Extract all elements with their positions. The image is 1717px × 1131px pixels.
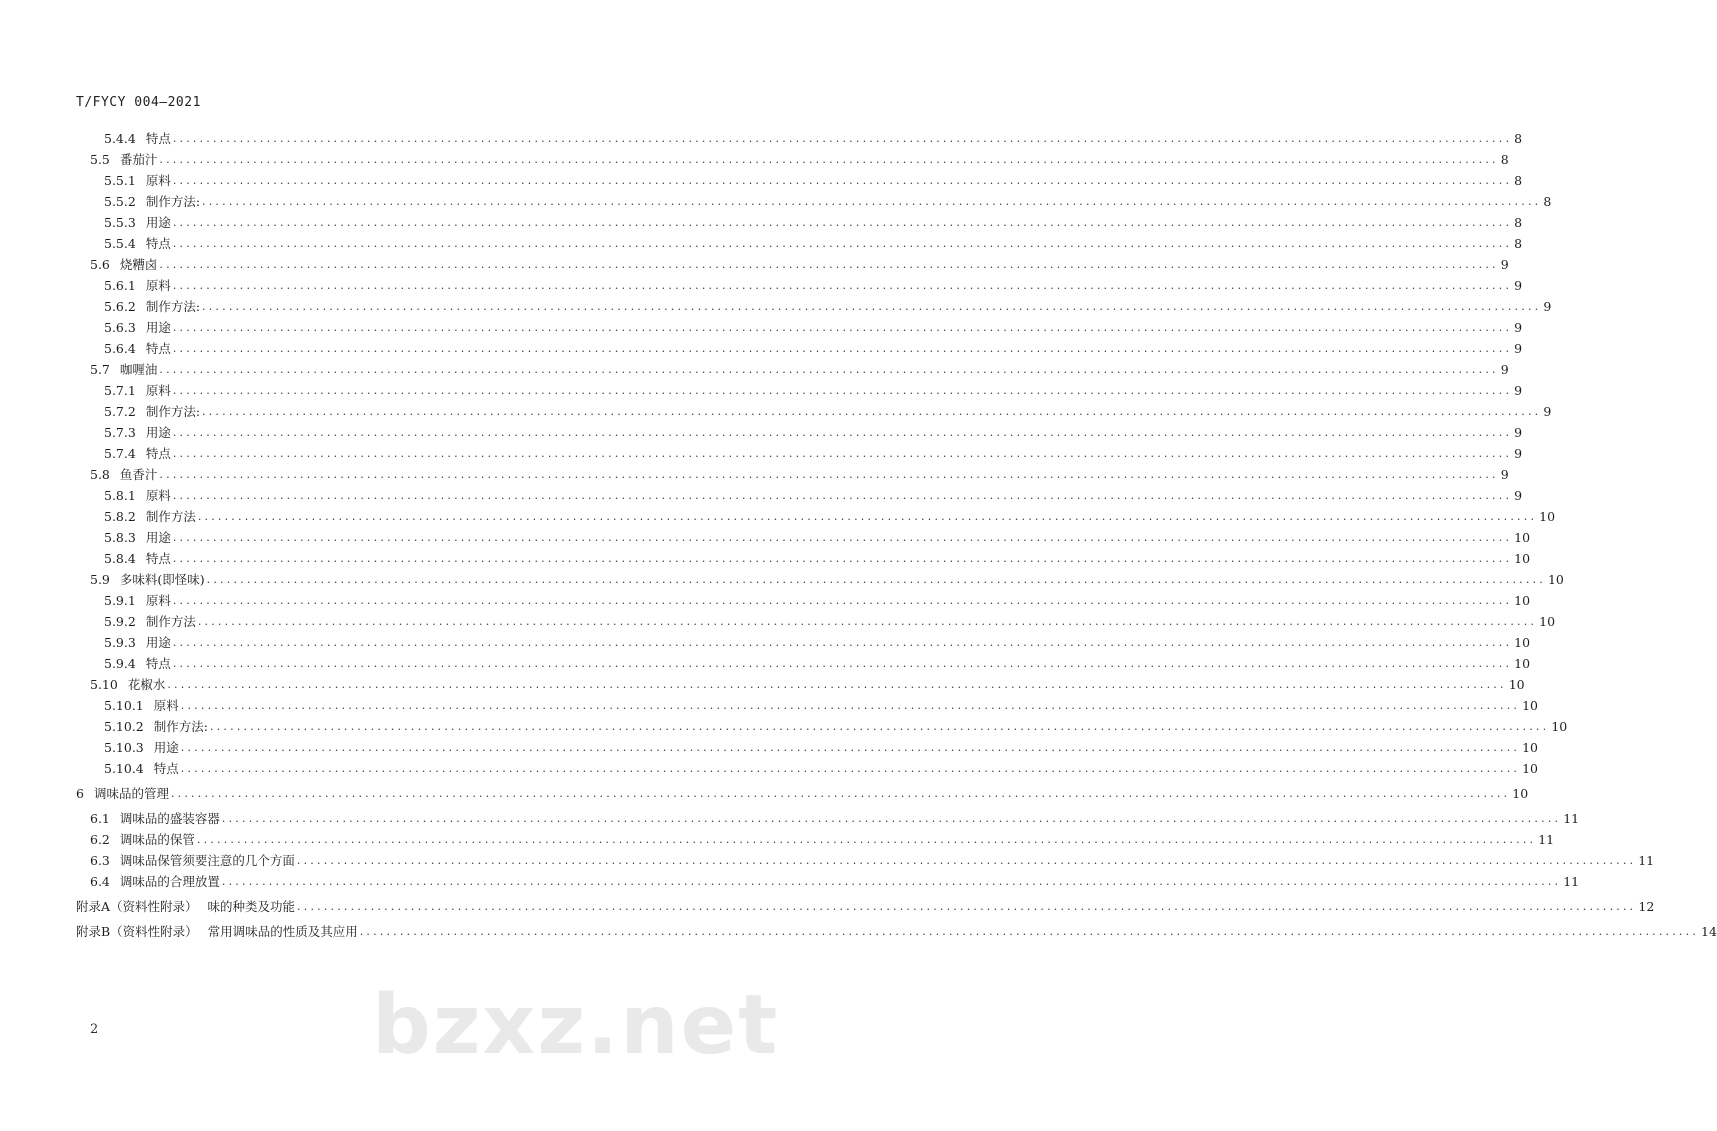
toc-leader-dots: ........................................................................................................................................................................................................ [172,426,1513,439]
toc-leader-dots: ........................................................................................................................................................................................................ [172,552,1513,565]
toc-entry-title: 用途 [153,740,179,755]
toc-entry-page: 8 [1514,173,1523,188]
toc-entry-page: 10 [1514,635,1531,650]
toc-entry-title: 用途 [145,530,171,545]
toc-entry[interactable] [90,464,1509,485]
toc-leader-dots: ........................................................................................................................................................................................................ [296,854,1637,867]
toc-entry-page: 10 [1522,740,1539,755]
toc-entry-page: 9 [1543,404,1552,419]
toc-entry-number: 5.8.4 [104,551,136,566]
toc-entry-number: 5.6.4 [104,341,136,356]
toc-entry-title: 特点 [145,236,171,251]
toc-entry-page: 10 [1512,786,1529,801]
toc-entry-number: 6.1 [90,811,110,826]
toc-entry-number: 5.7.1 [104,383,136,398]
toc-entry-page: 11 [1563,811,1580,826]
toc-entry-title: 制作方法: [145,299,201,314]
toc-leader-dots: ........................................................................................................................................................................................................ [197,510,1538,523]
toc-leader-dots: ........................................................................................................................................................................................................ [172,447,1513,460]
toc-entry[interactable] [104,191,1552,212]
toc-entry-number: 5.10 [90,677,118,692]
toc-entry-page: 10 [1547,572,1564,587]
toc-entry[interactable] [90,829,1555,850]
toc-entry-number: 5.5.4 [104,236,136,251]
toc-entry-number: 5.6.2 [104,299,136,314]
toc-entry-page: 9 [1514,425,1523,440]
toc-entry-title: 特点 [145,341,171,356]
toc-leader-dots: ........................................................................................................................................................................................................ [180,762,1521,775]
toc-entry[interactable] [104,695,1539,716]
toc-entry-page: 11 [1638,853,1655,868]
toc-entry-number: 6.2 [90,832,110,847]
toc-entry[interactable] [104,527,1531,548]
watermark: bzxz.net [372,978,780,1073]
toc-entry[interactable] [104,422,1523,443]
toc-leader-dots: ........................................................................................................................................................................................................ [172,237,1513,250]
toc-entry[interactable] [104,233,1523,254]
toc-entry-number: 附录A（资料性附录） [76,899,198,914]
toc-entry-number: 5.5 [90,152,110,167]
toc-entry-number: 5.9.2 [104,614,136,629]
toc-entry[interactable] [104,443,1523,464]
toc-entry-title: 调味品保管须要注意的几个方面 [119,853,295,868]
toc-leader-dots: ........................................................................................................................................................................................................ [172,279,1513,292]
toc-entry[interactable] [90,359,1509,380]
toc-entry-number: 5.7.4 [104,446,136,461]
toc-entry-title: 制作方法 [145,509,196,524]
toc-entry-title: 制作方法 [145,614,196,629]
toc-entry-title: 特点 [153,761,179,776]
toc-entry-page: 12 [1638,899,1655,914]
toc-entry[interactable] [90,569,1564,590]
toc-entry-page: 10 [1539,509,1556,524]
toc-entry-number: 5.10.3 [104,740,144,755]
toc-entry-page: 8 [1500,152,1509,167]
standard-code: T/FYCY 004—2021 [76,95,201,110]
toc-entry-number: 5.8.3 [104,530,136,545]
toc-entry-page: 10 [1514,530,1531,545]
toc-entry[interactable] [104,548,1531,569]
toc-leader-dots: ........................................................................................................................................................................................................ [170,787,1511,800]
toc-leader-dots: ........................................................................................................................................................................................................ [159,468,1499,481]
toc-entry[interactable] [76,783,1529,804]
toc-entry-page: 10 [1514,551,1531,566]
toc-entry-number: 5.10.1 [104,698,144,713]
toc-entry-page: 9 [1514,320,1523,335]
toc-entry-page: 9 [1543,299,1552,314]
toc-entry-number: 5.9.4 [104,656,136,671]
toc-entry[interactable] [104,590,1531,611]
toc-entry-number: 5.8.2 [104,509,136,524]
toc-entry-title: 调味品的保管 [119,832,195,847]
toc-entry[interactable] [90,808,1580,829]
toc-entry[interactable] [104,401,1552,422]
toc-entry-title: 特点 [145,551,171,566]
toc-entry[interactable] [104,758,1539,779]
toc-entry-title: 花椒水 [127,677,166,692]
toc-entry-title: 制作方法: [145,194,201,209]
toc-entry-page: 11 [1563,874,1580,889]
toc-entry-page: 10 [1522,698,1539,713]
toc-entry[interactable] [104,380,1523,401]
toc-entry-title: 味的种类及功能 [207,899,296,914]
toc-entry[interactable] [104,632,1531,653]
toc-entry-page: 8 [1514,215,1523,230]
toc-entry-page: 9 [1514,341,1523,356]
toc-entry-page: 10 [1508,677,1525,692]
toc-entry-number: 5.6 [90,257,110,272]
toc-entry-page: 10 [1551,719,1568,734]
toc-entry-number: 5.5.1 [104,173,136,188]
toc-entry-number: 5.8 [90,467,110,482]
toc-entry-number: 5.6.3 [104,320,136,335]
toc-entry-title: 原料 [145,593,171,608]
toc-entry-page: 9 [1500,257,1509,272]
toc-entry-number: 6.4 [90,874,110,889]
toc-entry-number: 5.9 [90,572,110,587]
toc-entry-number: 5.7.3 [104,425,136,440]
toc-entry-page: 8 [1514,236,1523,251]
toc-leader-dots: ........................................................................................................................................................................................................ [180,699,1521,712]
toc-entry[interactable] [104,128,1523,149]
toc-leader-dots: ........................................................................................................................................................................................................ [159,153,1499,166]
toc-leader-dots: ........................................................................................................................................................................................................ [172,216,1513,229]
toc-entry-title: 多味料(即怪味) [119,572,205,587]
toc-entry-page: 9 [1514,446,1523,461]
toc-entry-number: 5.4.4 [104,131,136,146]
toc-entry[interactable] [104,170,1523,191]
toc-entry-page: 8 [1514,131,1523,146]
toc-entry-number: 5.7 [90,362,110,377]
toc-entry[interactable] [76,921,1717,942]
toc-leader-dots: ........................................................................................................................................................................................................ [172,489,1513,502]
toc-entry-page: 9 [1500,362,1509,377]
toc-leader-dots: ........................................................................................................................................................................................................ [167,678,1507,691]
toc-entry-title: 咖喱油 [119,362,158,377]
toc-entry-page: 10 [1514,593,1531,608]
toc-entry-number: 5.6.1 [104,278,136,293]
toc-entry-number: 6 [76,786,84,801]
toc-entry-page: 10 [1522,761,1539,776]
toc-entry-title: 用途 [145,320,171,335]
toc-entry-page: 14 [1701,924,1717,939]
toc-entry-page: 9 [1514,488,1523,503]
toc-entry-number: 附录B（资料性附录） [76,924,198,939]
toc-entry[interactable] [90,674,1525,695]
toc-entry-title: 原料 [145,488,171,503]
toc-entry-title: 调味品的合理放置 [119,874,220,889]
toc-entry[interactable] [90,254,1509,275]
toc-entry-title: 番茄汁 [119,152,158,167]
toc-entry[interactable] [104,212,1523,233]
toc-leader-dots: ........................................................................................................................................................................................................ [202,405,1542,418]
toc-entry-title: 制作方法: [145,404,201,419]
toc-leader-dots: ........................................................................................................................................................................................................ [172,384,1513,397]
toc-entry[interactable] [104,317,1523,338]
toc-leader-dots: ........................................................................................................................................................................................................ [202,195,1542,208]
toc-leader-dots: ........................................................................................................................................................................................................ [159,258,1499,271]
toc-entry-title: 特点 [145,656,171,671]
toc-entry-title: 特点 [145,446,171,461]
toc-entry-page: 9 [1514,278,1523,293]
toc-entry-number: 5.5.2 [104,194,136,209]
toc-entry-title: 调味品的盛装容器 [119,811,220,826]
toc-entry[interactable] [104,275,1523,296]
page-number: 2 [90,1022,99,1037]
toc-leader-dots: ........................................................................................................................................................................................................ [172,531,1513,544]
toc-leader-dots: ........................................................................................................................................................................................................ [221,812,1562,825]
toc-entry-number: 5.9.3 [104,635,136,650]
toc-leader-dots: ........................................................................................................................................................................................................ [206,573,1546,586]
toc-entry-title: 鱼香汁 [119,467,158,482]
toc-entry-page: 11 [1538,832,1555,847]
toc-entry-title: 制作方法: [153,719,208,734]
toc-entry-title: 用途 [145,425,171,440]
toc-entry[interactable] [104,611,1556,632]
toc-leader-dots: ........................................................................................................................................................................................................ [172,657,1513,670]
toc-entry[interactable] [104,338,1523,359]
toc-leader-dots: ........................................................................................................................................................................................................ [172,636,1513,649]
toc-leader-dots: ........................................................................................................................................................................................................ [202,300,1542,313]
toc-entry-number: 5.5.3 [104,215,136,230]
toc-leader-dots: ........................................................................................................................................................................................................ [172,132,1513,145]
toc-entry-title: 常用调味品的性质及其应用 [207,924,358,939]
toc-entry-number: 5.10.2 [104,719,144,734]
toc-entry-number: 5.10.4 [104,761,144,776]
toc-entry-page: 9 [1514,383,1523,398]
toc-entry-title: 用途 [145,635,171,650]
toc-leader-dots: ........................................................................................................................................................................................................ [172,174,1513,187]
toc-entry[interactable] [104,737,1539,758]
toc-leader-dots: ........................................................................................................................................................................................................ [159,363,1499,376]
toc-entry-number: 5.9.1 [104,593,136,608]
toc-entry[interactable] [104,506,1556,527]
toc-entry-title: 特点 [145,131,171,146]
toc-entry-title: 用途 [145,215,171,230]
toc-entry[interactable] [90,871,1580,892]
toc-entry-title: 原料 [145,278,171,293]
toc-leader-dots: ........................................................................................................................................................................................................ [359,925,1700,938]
toc-leader-dots: ........................................................................................................................................................................................................ [172,321,1513,334]
toc-entry-title: 原料 [145,383,171,398]
toc-leader-dots: ........................................................................................................................................................................................................ [221,875,1562,888]
toc-entry-number: 6.3 [90,853,110,868]
toc-entry-number: 5.8.1 [104,488,136,503]
toc-leader-dots: ........................................................................................................................................................................................................ [196,833,1537,846]
toc-leader-dots: ........................................................................................................................................................................................................ [180,741,1521,754]
toc-entry[interactable] [104,653,1531,674]
toc-entry-page: 8 [1543,194,1552,209]
toc-leader-dots: ........................................................................................................................................................................................................ [172,594,1513,607]
toc-entry[interactable] [76,896,1655,917]
toc-entry-title: 原料 [153,698,179,713]
toc-leader-dots: ........................................................................................................................................................................................................ [197,615,1538,628]
toc-entry-title: 原料 [145,173,171,188]
toc-leader-dots: ........................................................................................................................................................................................................ [209,720,1550,733]
toc-entry[interactable] [90,149,1509,170]
toc-entry[interactable] [104,485,1523,506]
toc-entry-title: 烧糟卤 [119,257,158,272]
toc-leader-dots: ........................................................................................................................................................................................................ [172,342,1513,355]
toc-leader-dots: ........................................................................................................................................................................................................ [297,900,1637,913]
toc-entry[interactable] [104,716,1568,737]
toc-entry-page: 9 [1500,467,1509,482]
toc-entry-page: 10 [1539,614,1556,629]
toc-entry-number: 5.7.2 [104,404,136,419]
toc-entry[interactable] [90,850,1655,871]
toc-entry-title: 调味品的管理 [93,786,169,801]
toc-entry-page: 10 [1514,656,1531,671]
toc-entry[interactable] [104,296,1552,317]
